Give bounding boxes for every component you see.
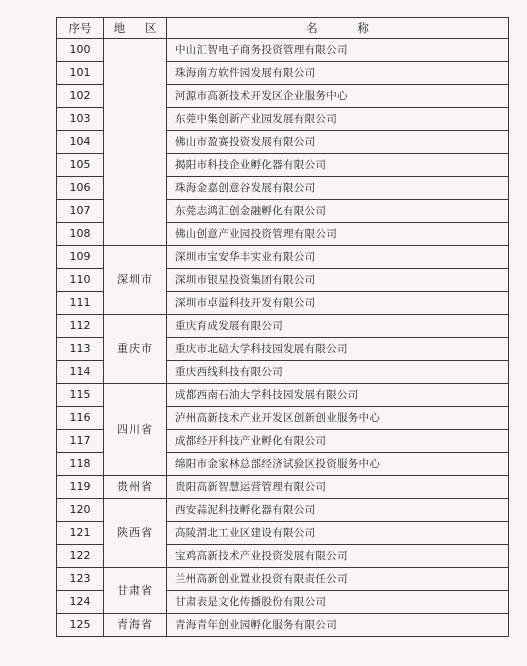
header-name: 名 称: [167, 18, 509, 39]
table-body: [57, 39, 509, 637]
region-cell: 重庆市: [104, 315, 167, 384]
organization-name-cell: 绵阳市金家林总部经济试验区投资服务中心: [167, 453, 509, 476]
serial-number-cell: 123: [57, 568, 104, 591]
organization-name-cell: 珠海金嘉创意谷发展有限公司: [167, 177, 509, 200]
organization-name-cell: 深圳市银星投资集团有限公司: [167, 269, 509, 292]
serial-number-cell: 115: [57, 384, 104, 407]
table-row: [57, 39, 509, 62]
organization-name-cell: 揭阳市科技企业孵化器有限公司: [167, 154, 509, 177]
serial-number-cell: 103: [57, 108, 104, 131]
serial-number-cell: 100: [57, 39, 104, 62]
table-row: [57, 246, 509, 269]
organization-name-cell: 重庆市北碚大学科技园发展有限公司: [167, 338, 509, 361]
organization-name-cell: 成都西南石油大学科技园发展有限公司: [167, 384, 509, 407]
serial-number-cell: 112: [57, 315, 104, 338]
region-cell: 甘肃省: [104, 568, 167, 614]
serial-number-cell: 109: [57, 246, 104, 269]
organization-name-cell: 成都经开科技产业孵化有限公司: [167, 430, 509, 453]
serial-number-cell: 107: [57, 200, 104, 223]
organization-name-cell: 佛山市盈赛投资发展有限公司: [167, 131, 509, 154]
serial-number-cell: 116: [57, 407, 104, 430]
serial-number-cell: 119: [57, 476, 104, 499]
organization-name-cell: 宝鸡高新技术产业投资发展有限公司: [167, 545, 509, 568]
serial-number-cell: 125: [57, 614, 104, 637]
serial-number-cell: 106: [57, 177, 104, 200]
organization-name-cell: 东莞志鸿汇创金融孵化有限公司: [167, 200, 509, 223]
region-cell: 青海省: [104, 614, 167, 637]
serial-number-cell: 113: [57, 338, 104, 361]
organization-name-cell: 兰州高新创业置业投资有限责任公司: [167, 568, 509, 591]
organization-name-cell: 珠海南方软件园发展有限公司: [167, 62, 509, 85]
serial-number-cell: 122: [57, 545, 104, 568]
serial-number-cell: 118: [57, 453, 104, 476]
table-row: [57, 499, 509, 522]
organization-name-cell: 佛山创意产业园投资管理有限公司: [167, 223, 509, 246]
organization-name-cell: 高陵渭北工业区建设有限公司: [167, 522, 509, 545]
serial-number-cell: 121: [57, 522, 104, 545]
table-row: [57, 315, 509, 338]
table-row: [57, 568, 509, 591]
serial-number-cell: 102: [57, 85, 104, 108]
serial-number-cell: 124: [57, 591, 104, 614]
header-serial-number: 序号: [57, 18, 104, 39]
organization-name-cell: 泸州高新技术产业开发区创新创业服务中心: [167, 407, 509, 430]
header-region: 地 区: [104, 18, 167, 39]
region-cell: 深圳市: [104, 246, 167, 315]
organization-name-cell: 甘肃表是文化传播股份有限公司: [167, 591, 509, 614]
organization-name-cell: 中山汇智电子商务投资管理有限公司: [167, 39, 509, 62]
serial-number-cell: 114: [57, 361, 104, 384]
serial-number-cell: 105: [57, 154, 104, 177]
serial-number-cell: 104: [57, 131, 104, 154]
serial-number-cell: 110: [57, 269, 104, 292]
organization-name-cell: 深圳市宝安华丰实业有限公司: [167, 246, 509, 269]
organization-name-cell: 西安蒜泥科技孵化器有限公司: [167, 499, 509, 522]
table-row: [57, 614, 509, 637]
region-cell: 四川省: [104, 384, 167, 476]
region-cell: 贵州省: [104, 476, 167, 499]
document-page: [56, 17, 508, 637]
table-header-row: [57, 18, 509, 39]
serial-number-cell: 117: [57, 430, 104, 453]
serial-number-cell: 111: [57, 292, 104, 315]
table-row: [57, 384, 509, 407]
organization-name-cell: 贵阳高新智慧运营管理有限公司: [167, 476, 509, 499]
organization-name-cell: 重庆西线科技有限公司: [167, 361, 509, 384]
serial-number-cell: 108: [57, 223, 104, 246]
table-row: [57, 476, 509, 499]
region-cell: [104, 39, 167, 246]
serial-number-cell: 101: [57, 62, 104, 85]
organization-name-cell: 东莞中集创新产业园发展有限公司: [167, 108, 509, 131]
serial-number-cell: 120: [57, 499, 104, 522]
region-cell: 陕西省: [104, 499, 167, 568]
organization-name-cell: 青海青年创业园孵化服务有限公司: [167, 614, 509, 637]
organization-name-cell: 深圳市卓溢科技开发有限公司: [167, 292, 509, 315]
organization-name-cell: 重庆育成发展有限公司: [167, 315, 509, 338]
organization-name-cell: 河源市高新技术开发区企业服务中心: [167, 85, 509, 108]
incubator-list-table: [56, 17, 509, 637]
